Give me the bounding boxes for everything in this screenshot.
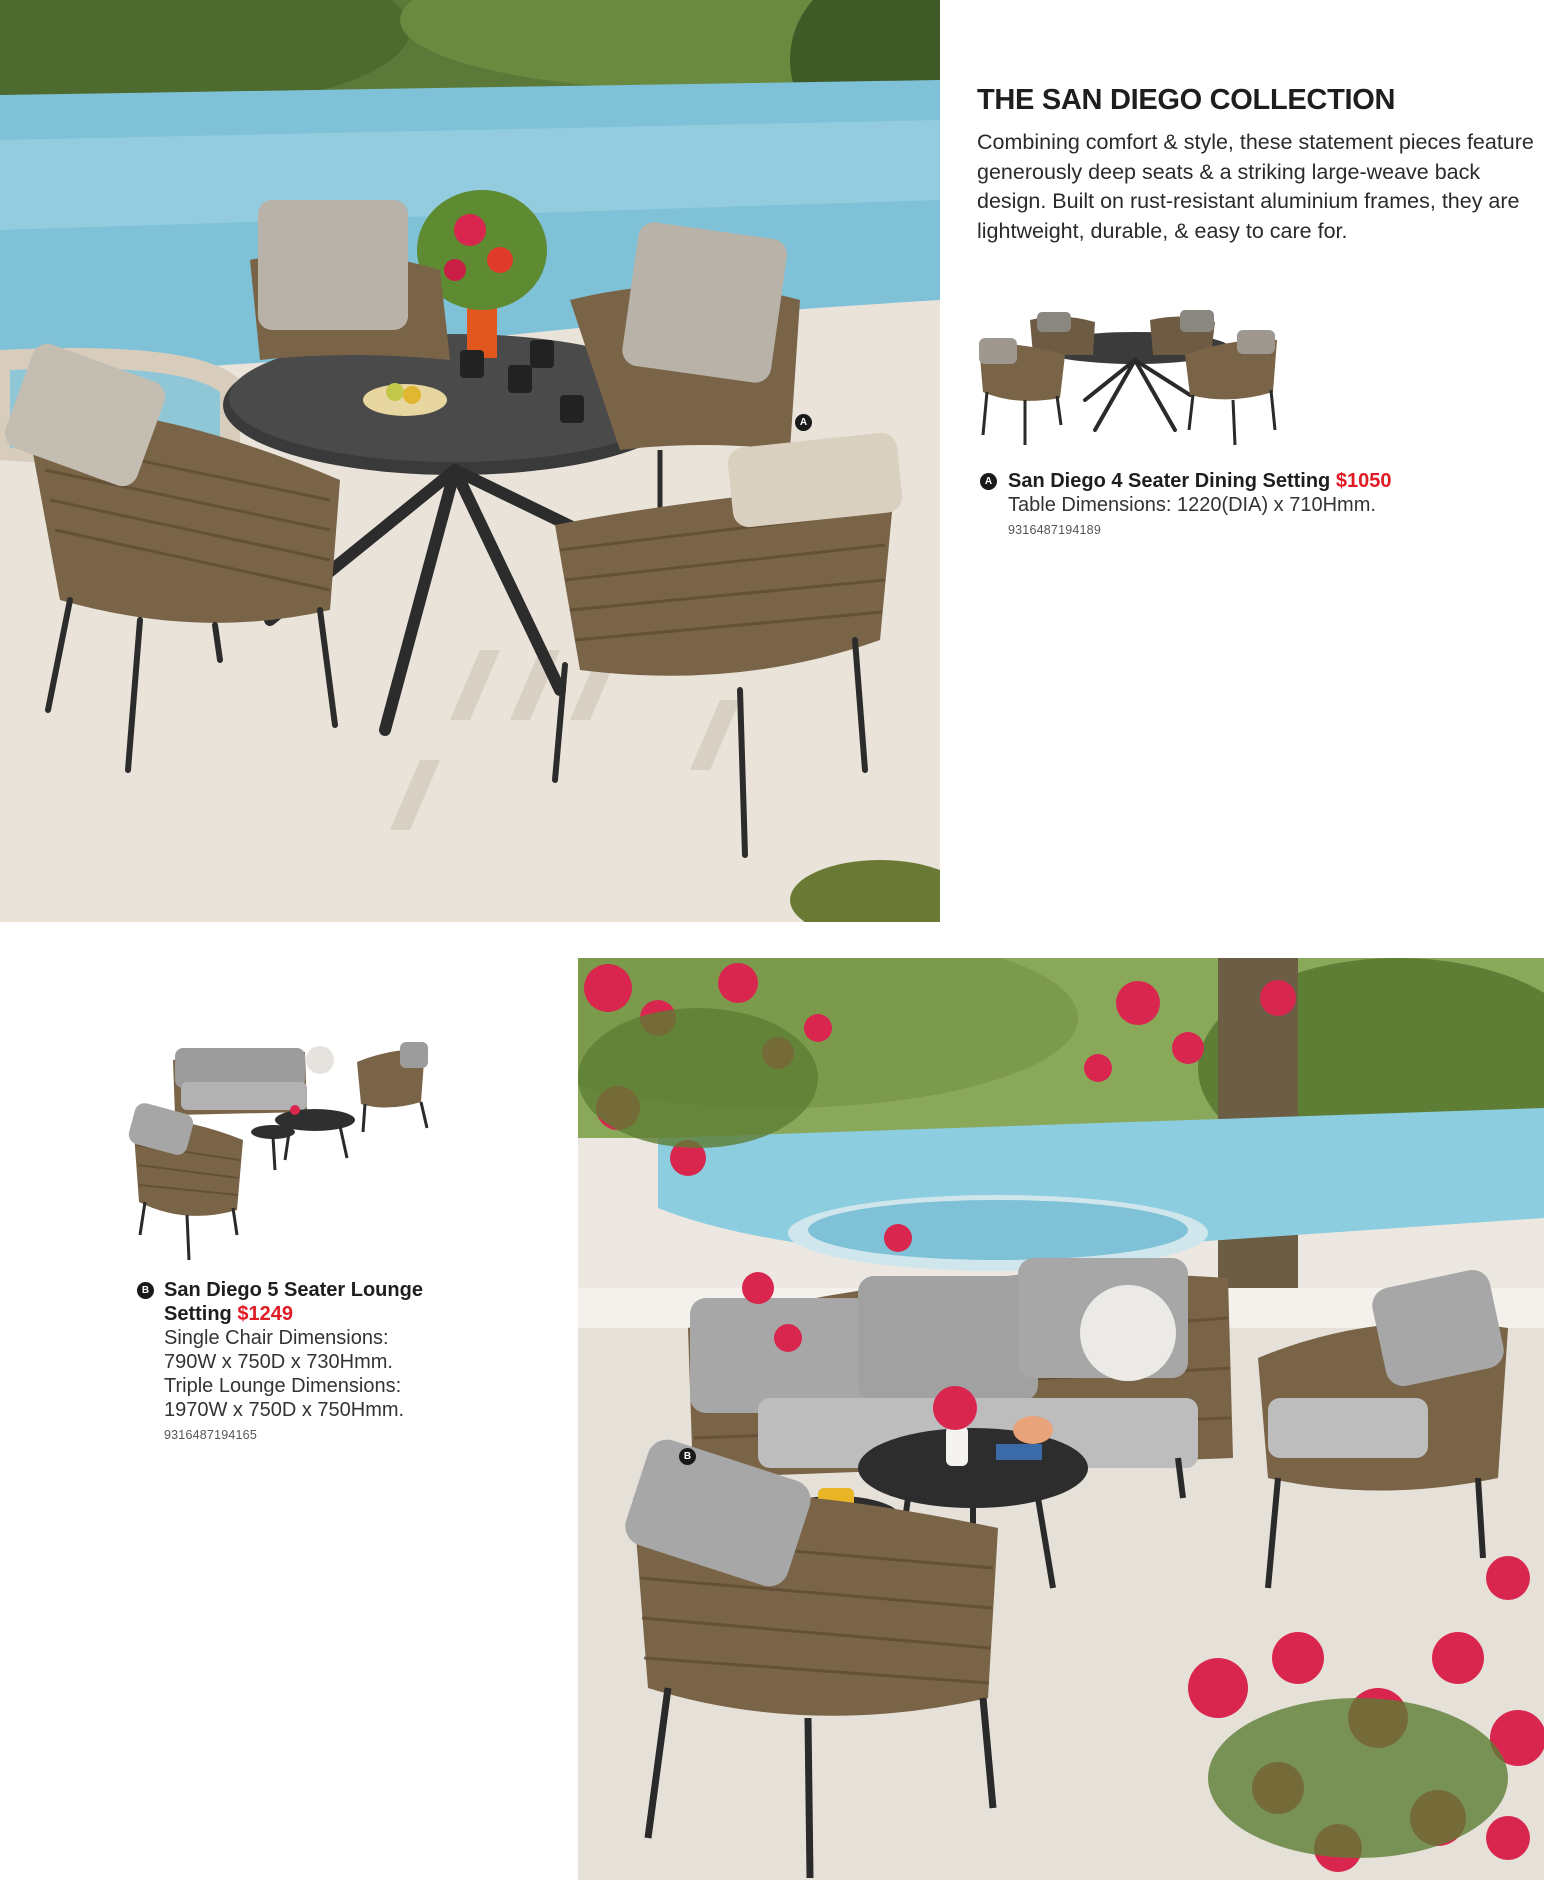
product-a-details bbox=[980, 469, 1500, 537]
product-a-dimensions: Table Dimensions: 1220(DIA) x 710Hmm. bbox=[1008, 494, 1376, 516]
product-badge-a: A bbox=[980, 473, 997, 490]
product-b-name-line1: San Diego 5 Seater Lounge bbox=[164, 1279, 423, 1301]
product-a-sku: 9316487194189 bbox=[1008, 523, 1101, 537]
product-b-dimensions-2: 790W x 750D x 730Hmm. bbox=[164, 1351, 393, 1373]
product-a-title bbox=[1008, 469, 1500, 493]
lounge-setting-thumbnail bbox=[125, 1020, 455, 1265]
product-a-price: $1050 bbox=[1335, 470, 1392, 492]
dining-setting-photo bbox=[0, 0, 940, 922]
product-badge-b: B bbox=[137, 1282, 154, 1299]
product-b-dimensions-1: Single Chair Dimensions: bbox=[164, 1327, 389, 1349]
product-a-name: San Diego 4 Seater Dining Setting bbox=[1008, 470, 1331, 492]
product-b-details bbox=[137, 1278, 477, 1442]
photo-badge-b: B bbox=[679, 1448, 696, 1465]
product-b-dimensions-4: 1970W x 750D x 750Hmm. bbox=[164, 1399, 405, 1421]
dining-setting-thumbnail bbox=[975, 300, 1285, 450]
collection-intro: Combining comfort & style, these statement pieces feature generously deep seats & a striking large-weave back design. Built on rust-resistant aluminium frames, they are lightweight, durable, & easy to care for. bbox=[977, 130, 1534, 243]
collection-heading: THE SAN DIEGO COLLECTION bbox=[977, 84, 1396, 116]
product-b-price: $1249 bbox=[237, 1303, 293, 1325]
lounge-setting-photo bbox=[578, 958, 1544, 1880]
product-b-dimensions-3: Triple Lounge Dimensions: bbox=[164, 1375, 402, 1397]
product-b-name-line2-text: Setting bbox=[164, 1303, 232, 1325]
photo-badge-a: A bbox=[795, 414, 812, 431]
product-b-name-line2 bbox=[164, 1302, 477, 1326]
product-b-sku: 9316487194165 bbox=[164, 1428, 257, 1442]
